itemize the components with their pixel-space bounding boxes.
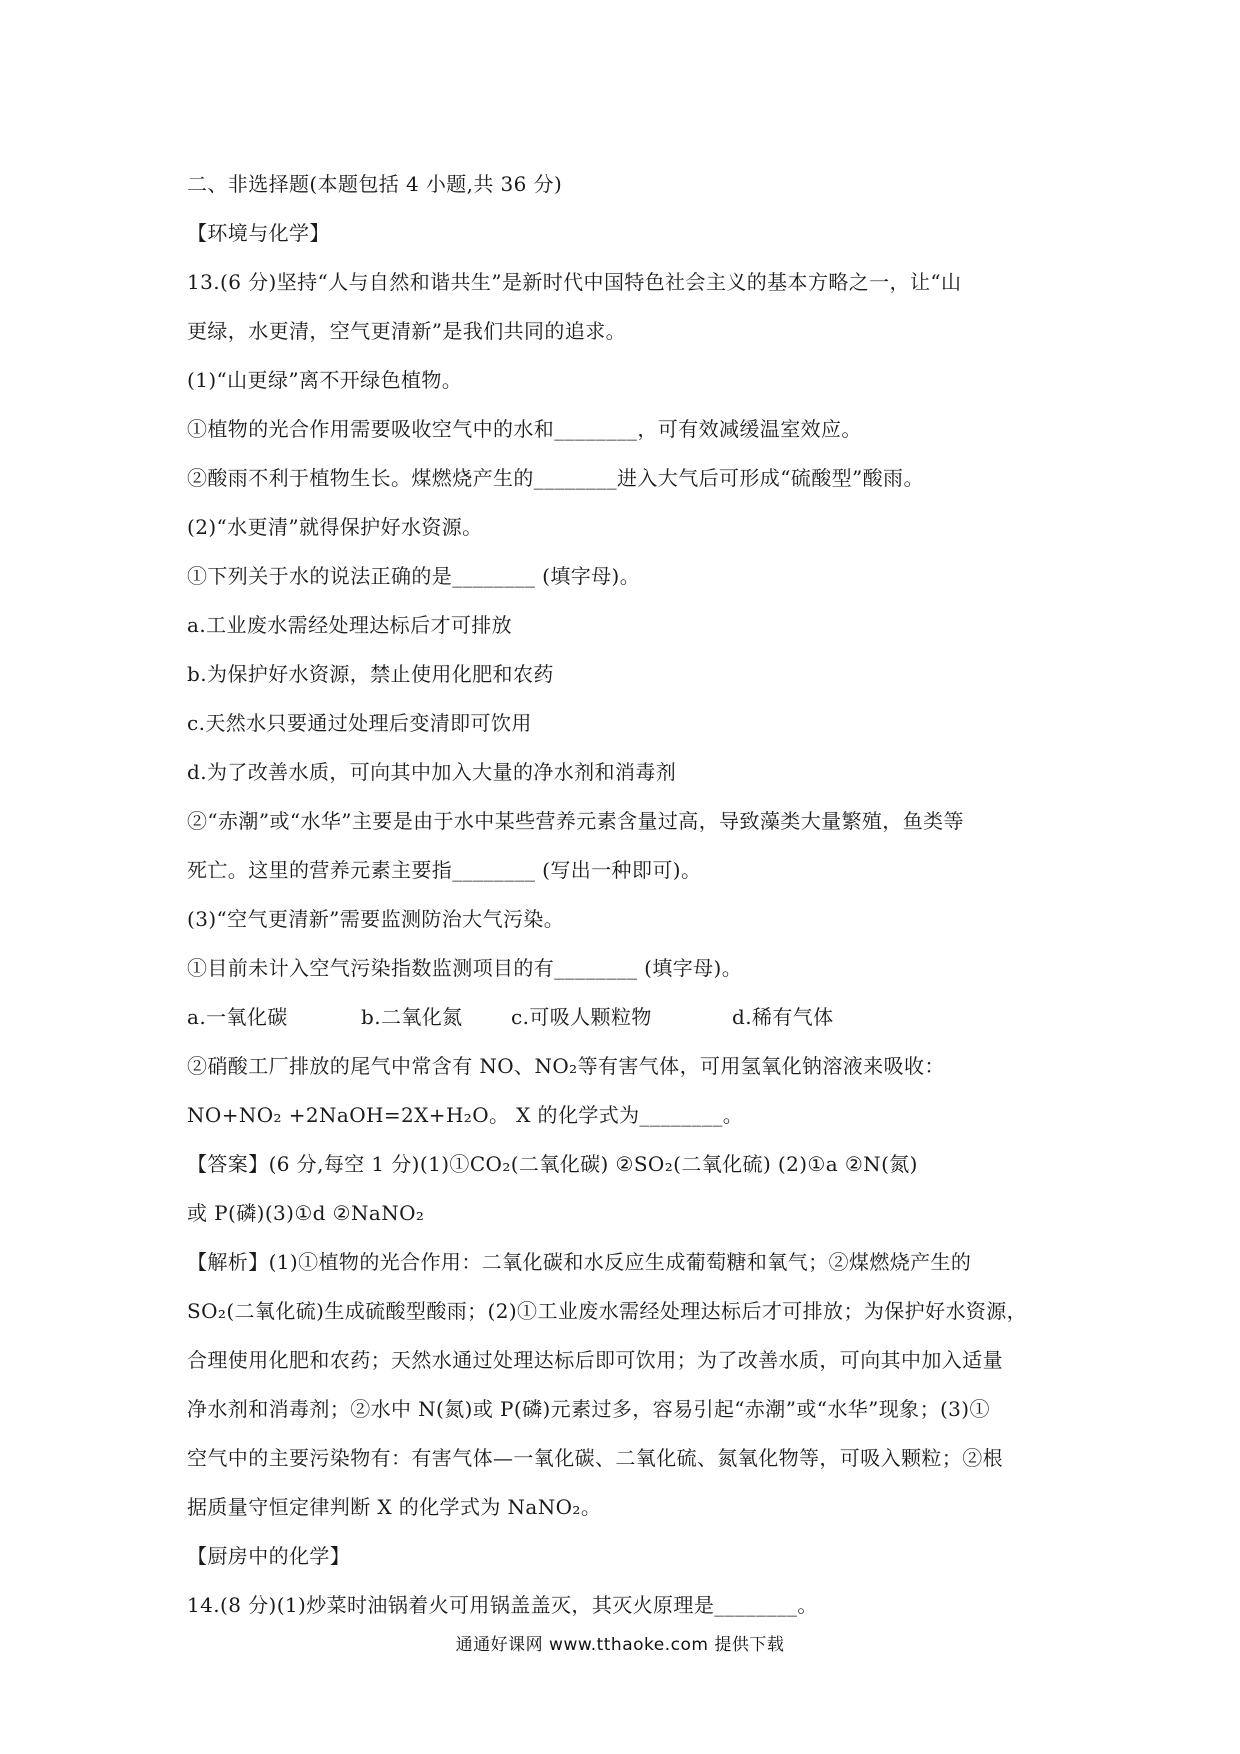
question-13-part-3-intro: (3)“空气更清新”需要监测防治大气污染。 bbox=[187, 907, 565, 931]
question-13-part-1-item-1: ①植物的光合作用需要吸收空气中的水和________，可有效减缓温室效应。 bbox=[187, 417, 862, 441]
analysis-line-6: 据质量守恒定律判断 X 的化学式为 NaNO₂。 bbox=[187, 1495, 602, 1519]
question-13-part-1-intro: (1)“山更绿”离不开绿色植物。 bbox=[187, 368, 463, 392]
option-c: c.可吸人颗粒物 bbox=[511, 1005, 652, 1029]
option-b: b.为保护好水资源，禁止使用化肥和农药 bbox=[187, 662, 554, 686]
analysis-line-2: SO₂(二氧化硫)生成硫酸型酸雨；(2)①工业废水需经处理达标后才可排放；为保护好水资源， bbox=[187, 1299, 1028, 1323]
question-13-part-2-intro: (2)“水更清”就得保护好水资源。 bbox=[187, 515, 483, 539]
option-d: d.稀有气体 bbox=[732, 1005, 834, 1029]
analysis-line-1: 【解析】(1)①植物的光合作用：二氧化碳和水反应生成葡萄糖和氧气；②煤燃烧产生的 bbox=[187, 1250, 972, 1274]
topic-heading-environment: 【环境与化学】 bbox=[187, 221, 330, 245]
question-13-part-2-item-2-line-2: 死亡。这里的营养元素主要指________ (写出一种即可)。 bbox=[187, 858, 702, 882]
page-footer: 通通好课网 www.tthaoke.com 提供下载 bbox=[455, 1635, 785, 1655]
answer-line-2: 或 P(磷)(3)①d ②NaNO₂ bbox=[187, 1201, 425, 1225]
question-13-part-3-item-2-line-2: NO+NO₂ +2NaOH=2X+H₂O。 X 的化学式为________。 bbox=[187, 1103, 744, 1127]
analysis-line-5: 空气中的主要污染物有：有害气体—一氧化碳、二氧化硫、氮氧化物等，可吸入颗粒；②根 bbox=[187, 1446, 1003, 1470]
question-13-stem-line-2: 更绿，水更清，空气更清新”是我们共同的追求。 bbox=[187, 319, 627, 343]
question-13-part-3-options bbox=[187, 993, 1065, 1042]
question-13-part-3-item-1: ①目前未计入空气污染指数监测项目的有________ (填字母)。 bbox=[187, 956, 743, 980]
option-c: c.天然水只要通过处理后变清即可饮用 bbox=[187, 711, 532, 735]
topic-heading-kitchen: 【厨房中的化学】 bbox=[187, 1544, 351, 1568]
question-13-part-3-item-2-line-1: ②硝酸工厂排放的尾气中常含有 NO、NO₂等有害气体，可用氢氧化钠溶液来吸收： bbox=[187, 1054, 945, 1078]
analysis-line-3: 合理使用化肥和农药；天然水通过处理达标后即可饮用；为了改善水质，可向其中加入适量 bbox=[187, 1348, 1003, 1372]
option-d: d.为了改善水质，可向其中加入大量的净水剂和消毒剂 bbox=[187, 760, 677, 784]
answer-line-1: 【答案】(6 分,每空 1 分)(1)①CO₂(二氧化碳) ②SO₂(二氧化硫) (2)①a ②N(氮) bbox=[187, 1152, 918, 1176]
question-14-stem-line-1: 14.(8 分)(1)炒菜时油锅着火可用锅盖盖灭，其灭火原理是________。 bbox=[187, 1593, 818, 1617]
option-a: a.工业废水需经处理达标后才可排放 bbox=[187, 613, 513, 637]
question-13-part-1-item-2: ②酸雨不利于植物生长。煤燃烧产生的________进入大气后可形成“硫酸型”酸雨。 bbox=[187, 466, 924, 490]
question-13-part-2-item-2-line-1: ②“赤潮”或“水华”主要是由于水中某些营养元素含量过高，导致藻类大量繁殖，鱼类等 bbox=[187, 809, 964, 833]
page-content bbox=[187, 160, 1065, 1630]
analysis-line-4: 净水剂和消毒剂；②水中 N(氮)或 P(磷)元素过多，容易引起“赤潮”或“水华”现象；(3)① bbox=[187, 1397, 990, 1421]
question-13-stem-line-1: 13.(6 分)坚持“人与自然和谐共生”是新时代中国特色社会主义的基本方略之一，让“山 bbox=[187, 270, 962, 294]
section-title: 二、非选择题(本题包括 4 小题,共 36 分) bbox=[187, 172, 563, 196]
option-b: b.二氧化氮 bbox=[361, 1005, 463, 1029]
option-a: a.一氧化碳 bbox=[187, 1005, 288, 1029]
question-13-part-2-item-1: ①下列关于水的说法正确的是________ (填字母)。 bbox=[187, 564, 641, 588]
